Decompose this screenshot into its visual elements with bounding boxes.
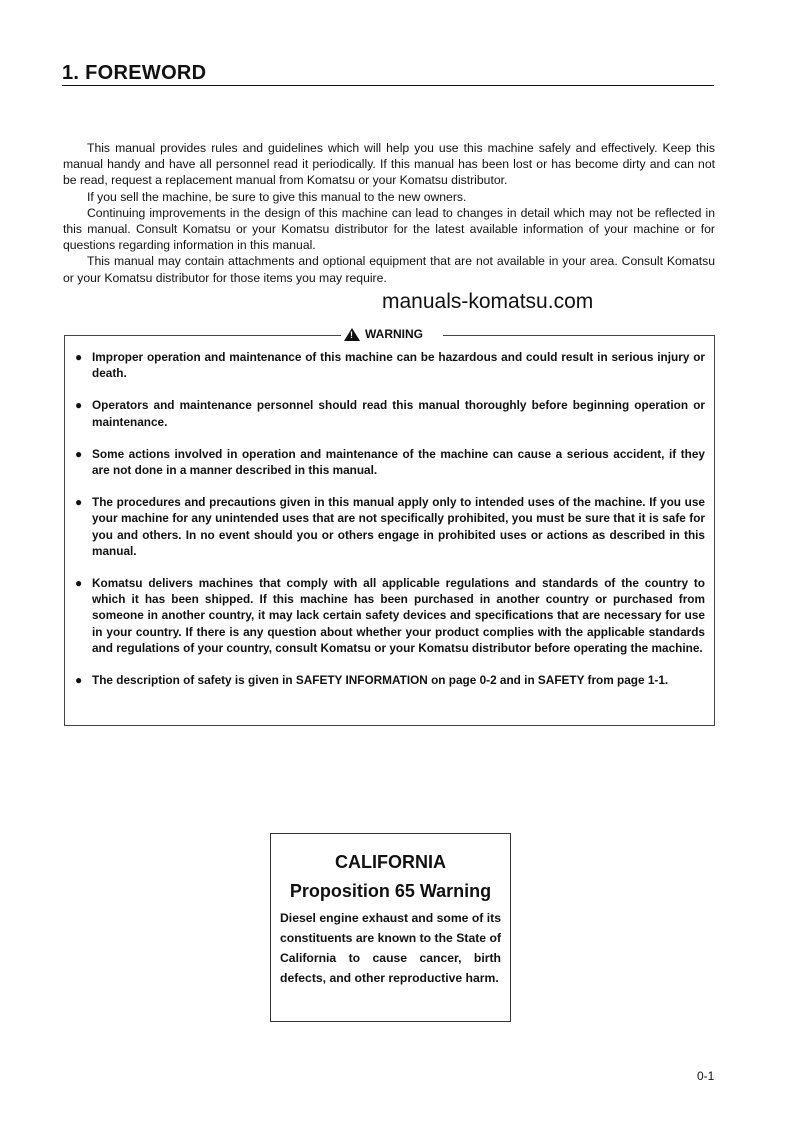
item-text: The procedures and precautions given in this manual apply only to intended uses of the machine. If you use your machine for any unintended uses that are not specifically prohibited, you must be sure that it is safe for you and others. In no event should you or others engage in prohibited uses or actions as described in this manual. [92, 495, 705, 558]
intro-paragraph: This manual may contain attachments and optional equipment that are not available in your area. Consult Komatsu or your Komatsu distributor for those items you may require. [63, 254, 715, 285]
warning-label [341, 327, 426, 341]
list-item [73, 672, 705, 688]
page-title: 1. FOREWORD [62, 62, 207, 84]
list-item [73, 349, 705, 381]
item-text: Operators and maintenance personnel should read this manual thoroughly before beginning operation or maintenance. [92, 398, 705, 429]
prop65-heading: Proposition 65 Warning [289, 881, 492, 901]
warning-list [73, 349, 705, 704]
divider [443, 335, 714, 336]
item-text: Improper operation and maintenance of this machine can be hazardous and could result in serious injury or death. [92, 350, 705, 381]
intro-paragraph: If you sell the machine, be sure to give this manual to the new owners. [87, 189, 467, 204]
warning-label-text: WARNING [365, 327, 423, 341]
item-text: The description of safety is given in SAFETY INFORMATION on page 0-2 and in SAFETY from page 1-1. [92, 673, 669, 688]
divider [65, 335, 341, 336]
bullet-icon: ● [75, 576, 83, 591]
item-text: Some actions involved in operation and maintenance of the machine can cause a serious accident, if they are not done in a manner described in this manual. [92, 446, 705, 478]
california-prop65-box [270, 833, 511, 1022]
list-item [73, 494, 705, 559]
list-item [73, 575, 705, 656]
list-item [73, 446, 705, 478]
item-text: Komatsu delivers machines that comply with all applicable regulations and standards of the country to which it has been shipped. If this machine has been purchased in another country or purchased from someone in another country, it may lack certain safety devices and specifications that are necessary for use in your country. If there is any question about whether your product complies with the applicable standards and regulations of your country, consult Komatsu or your Komatsu distributor before operating the machine. [92, 576, 705, 655]
foreword-text [63, 140, 715, 286]
page-number: 0-1 [697, 1069, 715, 1083]
intro-paragraph: This manual provides rules and guidelines which will help you use this machine safely and effectively. Keep this manual handy and have all personnel read it periodically. If this manual has been lost or has become dirty and can not be read, request a replacement manual from Komatsu or your Komatsu distributor. [63, 141, 715, 188]
intro-paragraph: Continuing improvements in the design of this machine can lead to changes in detail which may not be reflected in this manual. Consult Komatsu or your Komatsu distributor for the latest available information of your machine or for questions regarding information in this manual. [63, 205, 715, 253]
watermark: manuals-komatsu.com [382, 290, 594, 313]
list-item [73, 397, 705, 429]
warning-box [64, 327, 715, 726]
bullet-icon: ● [75, 398, 83, 413]
warning-header [65, 328, 714, 342]
warning-triangle-icon [344, 328, 360, 341]
prop65-body: Diesel engine exhaust and some of its constituents are known to the State of California to cause cancer, birth defects, and other reproductive harm. [280, 911, 501, 985]
bullet-icon: ● [75, 350, 83, 364]
california-heading: CALIFORNIA [335, 852, 446, 872]
bullet-icon: ● [75, 495, 83, 510]
bullet-icon: ● [75, 673, 83, 688]
bullet-icon: ● [75, 446, 83, 461]
title-underline [62, 85, 714, 86]
